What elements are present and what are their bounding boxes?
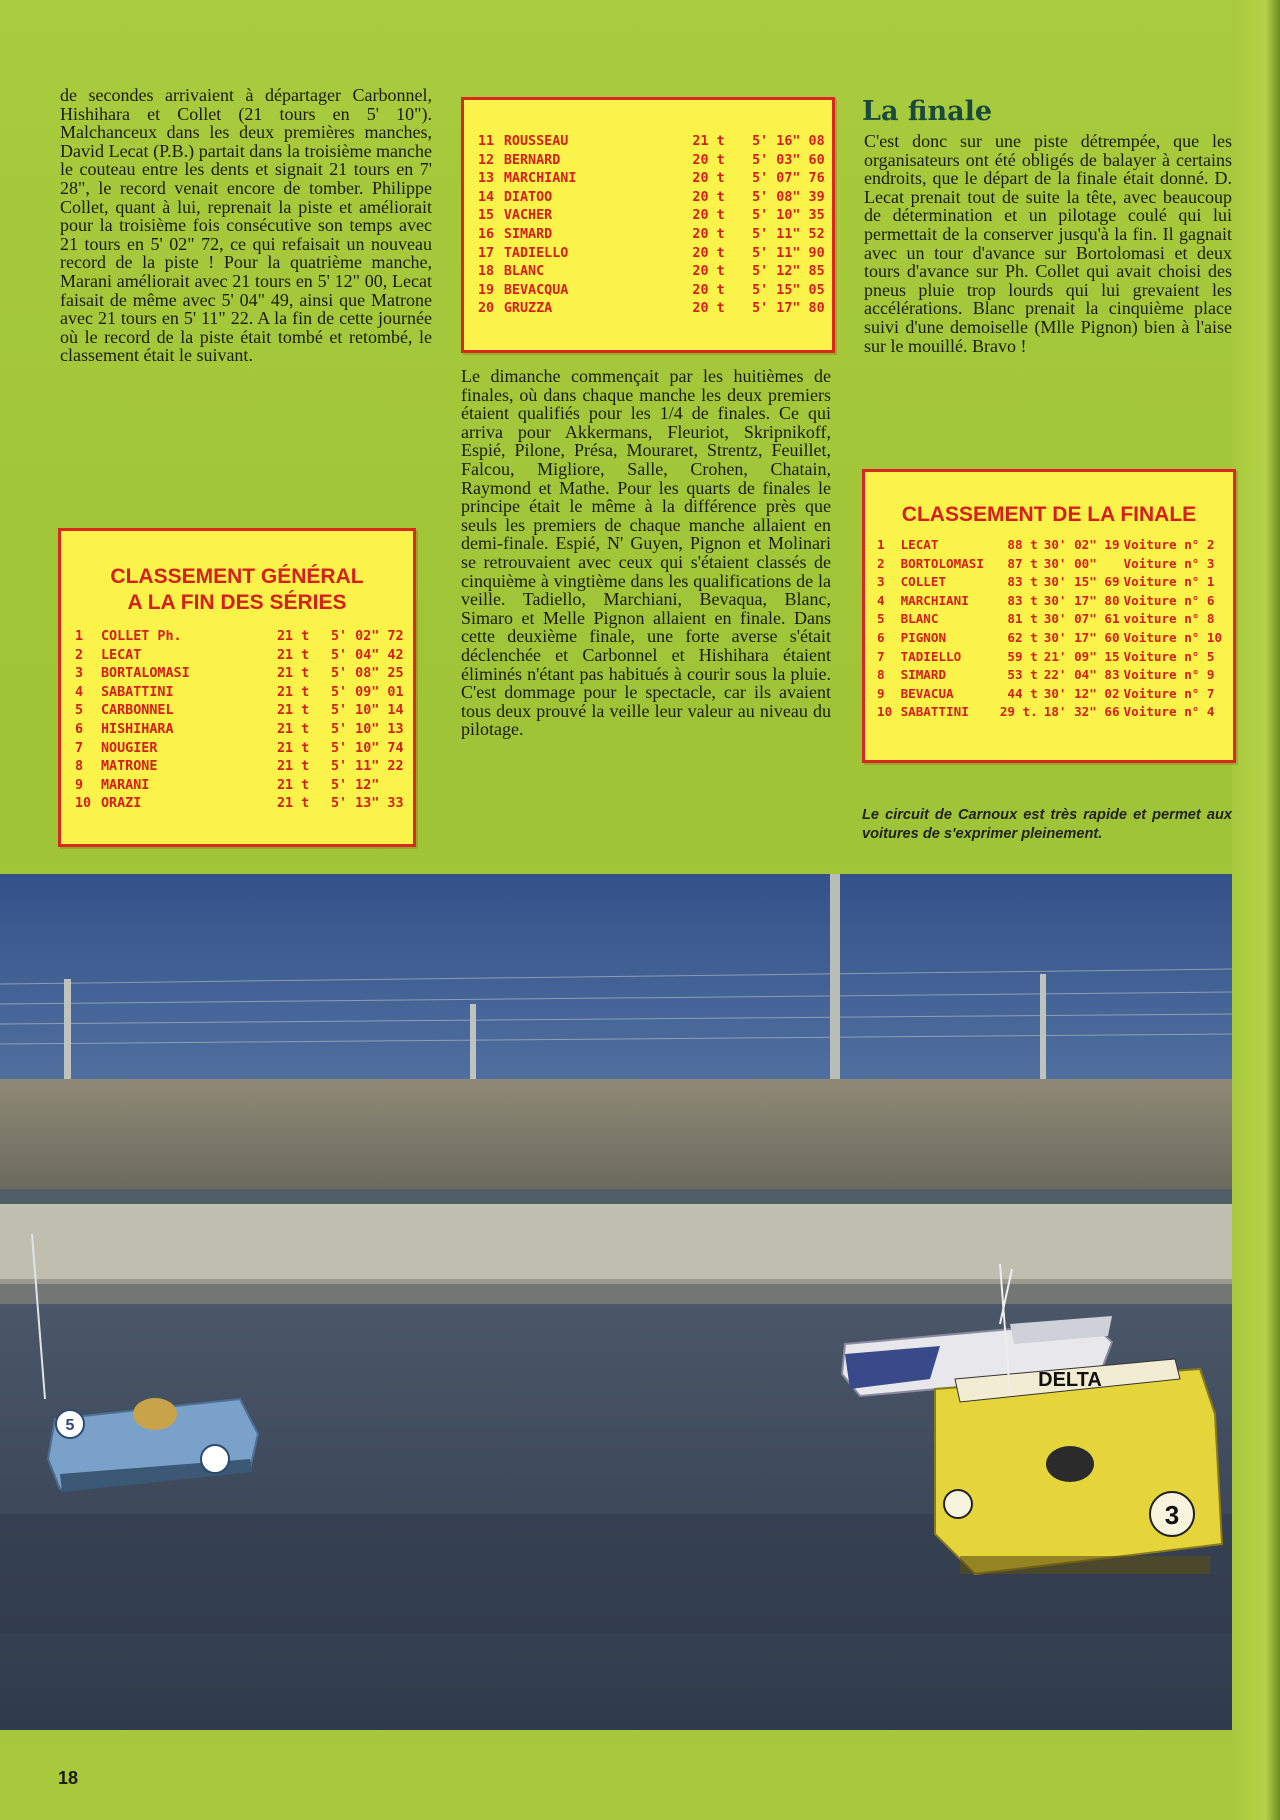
table-row <box>478 263 832 282</box>
cell-num: 5 <box>75 703 84 719</box>
cell-num: 4 <box>877 592 885 608</box>
cell-name: MATRONE <box>101 759 158 775</box>
table-row <box>877 592 1233 611</box>
article-paragraph: de secondes arrivaient à départager Carbonnel, Hishihara et Collet (21 tours en 5' 10"). Malchanceux dans les deux premières manches, David Lecat (P.B.) partait dans la troisième manche le couteau entre les dents et signait 21 tours en 7' 28", le record venait encore de tomber. Philippe Collet, quant à lui, reprenait la piste et améliorait pour la troisième fois consécutive son temps avec 21 tours en 5' 02" 72, ce qui refaisait un nouveau record de la piste ! Pour la quatrième manche, Marani améliorait avec 21 tours en 5' 12" 00, Lecat faisait de même avec 5' 04" 49, ainsi que Matrone avec 21 tours en 5' 11" 22. A la fin de cette journée où le record de la piste était tombé et retombé, le classement était le suivant. <box>60 85 432 366</box>
cell-time: 30' 15" 69 <box>1043 574 1120 590</box>
cell-num: 3 <box>75 666 84 682</box>
table-row <box>877 648 1233 667</box>
cell-time: 5' 10" 13 <box>331 721 404 737</box>
cell-laps: 62 t <box>1007 629 1038 645</box>
cell-time: 5' 11" 52 <box>752 226 825 242</box>
white-barrier <box>0 1204 1232 1284</box>
cell-time: 5' 02" 72 <box>331 629 404 644</box>
car-number: 5 <box>65 1417 75 1434</box>
article-paragraph: Le dimanche commençait par les huitièmes de finales, où dans chaque manche les deux premiers étaient qualifiés pour les 1/4 de finales. Ce qui arriva pour Akkermans, Fleuriot, Skripnikoff, Espié, Pilone, Présa, Mouraret, Strentz, Feuillet, Falcou, Migliore, Salle, Crohen, Chatain, Raymond et Mathe. Pour les quarts de finales le principe était le même à la différence près que seuls les premiers de chaque manche allaient en demi-finale. Espié, N' Guyen, Pignon et Molinari se retrouvaient avec ceux qui s'étaient classés de cinquième à vingtième dans les qualifications de la veille. Tadiello, Marchiani, Bevaqua, Blanc, Simaro et Melle Pignon allaient en finale. Dans cette deuxième finale, une forte averse s'était déclenchée et Carbonnel et Hishihara étaient éliminés n'étant pas habitués à courir sous la pluie. C'est dommage pour le spectacle, car ils avaient tous deux prouvé la veille leur valeur au niveau du pilotage. <box>461 366 831 740</box>
table-row <box>877 536 1233 555</box>
cell-num: 1 <box>75 629 84 644</box>
article-column-3 <box>864 132 1232 355</box>
cell-time: 5' 10" 14 <box>331 703 404 719</box>
cell-name: ORAZI <box>101 796 142 812</box>
table-row <box>478 133 832 152</box>
cell-time: 5' 11" 90 <box>752 245 825 261</box>
driver-helmet-icon <box>133 1398 177 1430</box>
cell-time: 5' 10" 74 <box>331 740 404 756</box>
cell-name: HISHIHARA <box>101 721 174 737</box>
cell-name: LECAT <box>101 647 142 663</box>
cell-laps: 20 t <box>692 226 725 242</box>
cell-car: Voiture n° 4 <box>1123 704 1215 720</box>
cell-laps: 21 t <box>277 740 310 756</box>
sky <box>0 874 1232 1084</box>
cell-laps: 21 t <box>277 629 310 644</box>
cell-name: CARBONNEL <box>101 703 174 719</box>
cell-car: Voiture n° 7 <box>1123 685 1215 701</box>
cell-car: Voiture n° 5 <box>1123 648 1215 664</box>
cell-laps: 21 t <box>277 647 310 663</box>
cell-laps: 83 t <box>1007 592 1038 608</box>
cell-name: PIGNON <box>900 629 947 645</box>
cell-laps: 29 t. <box>999 704 1038 720</box>
cell-name: BEVACUA <box>900 685 954 701</box>
table-row <box>877 573 1233 592</box>
table-row <box>877 610 1233 629</box>
page-edge-shadow <box>1232 0 1280 1820</box>
table-row <box>478 152 832 171</box>
section-heading: La finale <box>862 96 993 127</box>
final-ranking-title: CLASSEMENT DE LA FINALE <box>901 503 1197 526</box>
table-row <box>478 300 832 319</box>
cell-time: 5' 17" 80 <box>752 301 825 317</box>
cell-name: DIATOO <box>503 189 553 205</box>
table-row <box>75 777 411 796</box>
cell-laps: 21 t <box>277 759 310 775</box>
cell-time: 22' 04" 83 <box>1043 667 1120 683</box>
table-row <box>75 647 411 666</box>
cell-num: 6 <box>75 721 84 737</box>
cell-time: 5' 10" 35 <box>752 208 825 224</box>
cell-laps: 21 t <box>692 134 725 149</box>
cell-num: 8 <box>75 759 84 775</box>
cell-num: 10 <box>877 704 893 720</box>
table-row <box>877 703 1233 722</box>
table-row <box>877 666 1233 685</box>
cell-num: 10 <box>75 796 92 812</box>
fence-post <box>1040 974 1046 1094</box>
cell-name: VACHER <box>503 208 553 224</box>
cell-name: BORTOLOMASI <box>900 555 984 571</box>
cell-name: MARANI <box>101 777 150 793</box>
table-row <box>877 629 1233 648</box>
cell-car: Voiture n° 6 <box>1123 592 1215 608</box>
cell-car: voiture n° 8 <box>1123 611 1215 627</box>
cell-num: 7 <box>75 740 84 756</box>
series-results-continued-box <box>461 97 835 353</box>
table-row <box>478 245 832 264</box>
cell-time: 5' 09" 01 <box>331 684 404 700</box>
title-line: A LA FIN DES SÉRIES <box>127 591 347 614</box>
light-pole <box>830 874 840 1104</box>
cell-laps: 83 t <box>1007 574 1038 590</box>
cell-laps: 20 t <box>692 264 725 280</box>
cell-time: 5' 07" 76 <box>752 171 825 187</box>
cell-laps: 20 t <box>692 152 725 168</box>
cell-name: ROUSSEAU <box>503 134 569 149</box>
cell-num: 18 <box>478 264 495 280</box>
cell-laps: 59 t <box>1007 648 1038 664</box>
cell-num: 11 <box>478 134 495 149</box>
cell-num: 5 <box>877 611 885 627</box>
cell-num: 15 <box>478 208 495 224</box>
cell-laps: 21 t <box>277 796 310 812</box>
track-wall <box>0 1079 1232 1189</box>
table-row <box>75 628 411 647</box>
general-ranking-title <box>61 564 413 616</box>
cell-name: SABATTINI <box>101 684 174 700</box>
cell-num: 19 <box>478 282 495 298</box>
cell-num: 13 <box>478 171 495 187</box>
cell-name: BLANC <box>900 611 939 627</box>
article-column-1 <box>60 86 432 365</box>
cell-laps: 21 t <box>277 777 310 793</box>
cell-num: 4 <box>75 684 84 700</box>
cell-time: 30' 00" <box>1043 555 1097 571</box>
article-column-2 <box>461 367 831 739</box>
race-photo-illustration <box>0 874 1232 1730</box>
general-ranking-box <box>58 528 416 847</box>
cell-time: 5' 12" 85 <box>752 264 825 280</box>
cell-time: 18' 32" 66 <box>1043 704 1120 720</box>
cell-laps: 21 t <box>277 666 310 682</box>
cell-laps: 20 t <box>692 282 725 298</box>
title-line: CLASSEMENT GÉNÉRAL <box>110 565 364 588</box>
cell-laps: 20 t <box>692 189 725 205</box>
cell-time: 30' 17" 80 <box>1043 592 1120 608</box>
cell-laps: 21 t <box>277 684 310 700</box>
cell-car: Voiture n° 9 <box>1123 667 1215 683</box>
cell-num: 14 <box>478 189 495 205</box>
cell-num: 9 <box>877 685 885 701</box>
cell-car: Voiture n° 1 <box>1123 574 1215 590</box>
cell-name: SIMARD <box>900 667 947 683</box>
sponsor-text: DELTA <box>1038 1369 1102 1391</box>
cell-laps: 44 t <box>1007 685 1038 701</box>
cell-time: 5' 12" <box>331 777 380 793</box>
cell-num: 17 <box>478 245 495 261</box>
table-row <box>478 189 832 208</box>
driver-helmet-icon <box>1046 1446 1094 1482</box>
cell-name: BLANC <box>503 264 545 280</box>
cell-laps: 20 t <box>692 301 725 317</box>
table-row <box>75 758 411 777</box>
cell-num: 6 <box>877 629 885 645</box>
cell-name: BERNARD <box>503 152 561 168</box>
car-number: 3 <box>1164 1500 1180 1530</box>
cell-time: 5' 16" 08 <box>752 134 825 149</box>
cell-time: 30' 12" 02 <box>1043 685 1120 701</box>
cell-num: 16 <box>478 226 495 242</box>
cell-time: 21' 09" 15 <box>1043 648 1120 664</box>
cell-laps: 20 t <box>692 171 725 187</box>
cell-laps: 53 t <box>1007 667 1038 683</box>
cell-time: 5' 08" 39 <box>752 189 825 205</box>
cell-time: 5' 11" 22 <box>331 759 404 775</box>
cell-name: BEVACQUA <box>503 282 569 298</box>
cell-time: 5' 03" 60 <box>752 152 825 168</box>
final-ranking-box <box>862 469 1236 763</box>
cell-name: COLLET Ph. <box>101 629 182 644</box>
cell-name: MARCHIANI <box>900 592 969 608</box>
photo-caption: Le circuit de Carnoux est très rapide et permet aux voitures de s'exprimer pleinement. <box>862 807 1232 842</box>
table-row <box>478 170 832 189</box>
table-row <box>877 555 1233 574</box>
cell-laps: 81 t <box>1007 611 1038 627</box>
table-row <box>478 282 832 301</box>
cell-name: NOUGIER <box>101 740 158 756</box>
cell-laps: 20 t <box>692 208 725 224</box>
cell-name: TADIELLO <box>900 648 962 664</box>
cell-laps: 88 t <box>1007 537 1038 552</box>
cell-car: Voiture n° 2 <box>1123 537 1215 552</box>
cell-name: SIMARD <box>503 226 553 242</box>
race-photo <box>0 874 1232 1730</box>
general-ranking-table <box>75 628 411 814</box>
cell-num: 3 <box>877 574 885 590</box>
cell-car: Voiture n° 10 <box>1123 629 1223 645</box>
final-ranking-table <box>877 536 1233 722</box>
cell-name: BORTALOMASI <box>101 666 190 682</box>
cell-laps: 20 t <box>692 245 725 261</box>
cell-time: 5' 04" 42 <box>331 647 404 663</box>
cell-num: 12 <box>478 152 495 168</box>
table-row <box>478 207 832 226</box>
cell-num: 20 <box>478 301 495 317</box>
cell-time: 5' 08" 25 <box>331 666 404 682</box>
cell-num: 1 <box>877 537 885 552</box>
cell-name: COLLET <box>900 574 947 590</box>
cell-num: 2 <box>75 647 84 663</box>
cell-laps: 87 t <box>1007 555 1038 571</box>
cell-name: LECAT <box>900 537 939 552</box>
cell-time: 30' 07" 61 <box>1043 611 1120 627</box>
table-row <box>877 685 1233 704</box>
cell-car: Voiture n° 3 <box>1123 555 1215 571</box>
table-row <box>75 702 411 721</box>
cell-time: 5' 15" 05 <box>752 282 825 298</box>
series-results-table <box>478 133 832 319</box>
cell-num: 9 <box>75 777 84 793</box>
cell-num: 8 <box>877 667 885 683</box>
cell-num: 7 <box>877 648 885 664</box>
cell-time: 30' 02" 19 <box>1043 537 1120 552</box>
table-row <box>75 721 411 740</box>
table-row <box>75 684 411 703</box>
cell-laps: 21 t <box>277 721 310 737</box>
page-number: 18 <box>58 1768 79 1788</box>
cell-name: MARCHIANI <box>503 171 577 187</box>
table-row <box>75 665 411 684</box>
cell-time: 5' 13" 33 <box>331 796 404 812</box>
cell-num: 2 <box>877 555 885 571</box>
table-row <box>478 226 832 245</box>
cell-laps: 21 t <box>277 703 310 719</box>
cell-name: GRUZZA <box>503 301 553 317</box>
article-paragraph: C'est donc sur une piste détrempée, que les organisateurs ont été obligés de balayer à certains endroits, que le départ de la finale était donné. D. Lecat prenait tout de suite la tête, avec beaucoup de détermination et un pilotage coulé qui lui permettait de la conserver jusqu'à la fin. Il gagnait avec un tour d'avance sur Bortolomasi et deux tours d'avance sur Ph. Collet qui avait choisi des pneus pluie trop lourds qui lui grevaient les accélérations. Blanc prenait la cinquième place suivi d'une demoiselle (Mlle Pignon) bien à l'aise sur le mouillé. Bravo ! <box>864 131 1232 356</box>
cell-name: SABATTINI <box>900 704 969 720</box>
cell-name: TADIELLO <box>503 245 569 261</box>
table-row <box>75 740 411 759</box>
table-row <box>75 795 411 814</box>
cell-time: 30' 17" 60 <box>1043 629 1120 645</box>
